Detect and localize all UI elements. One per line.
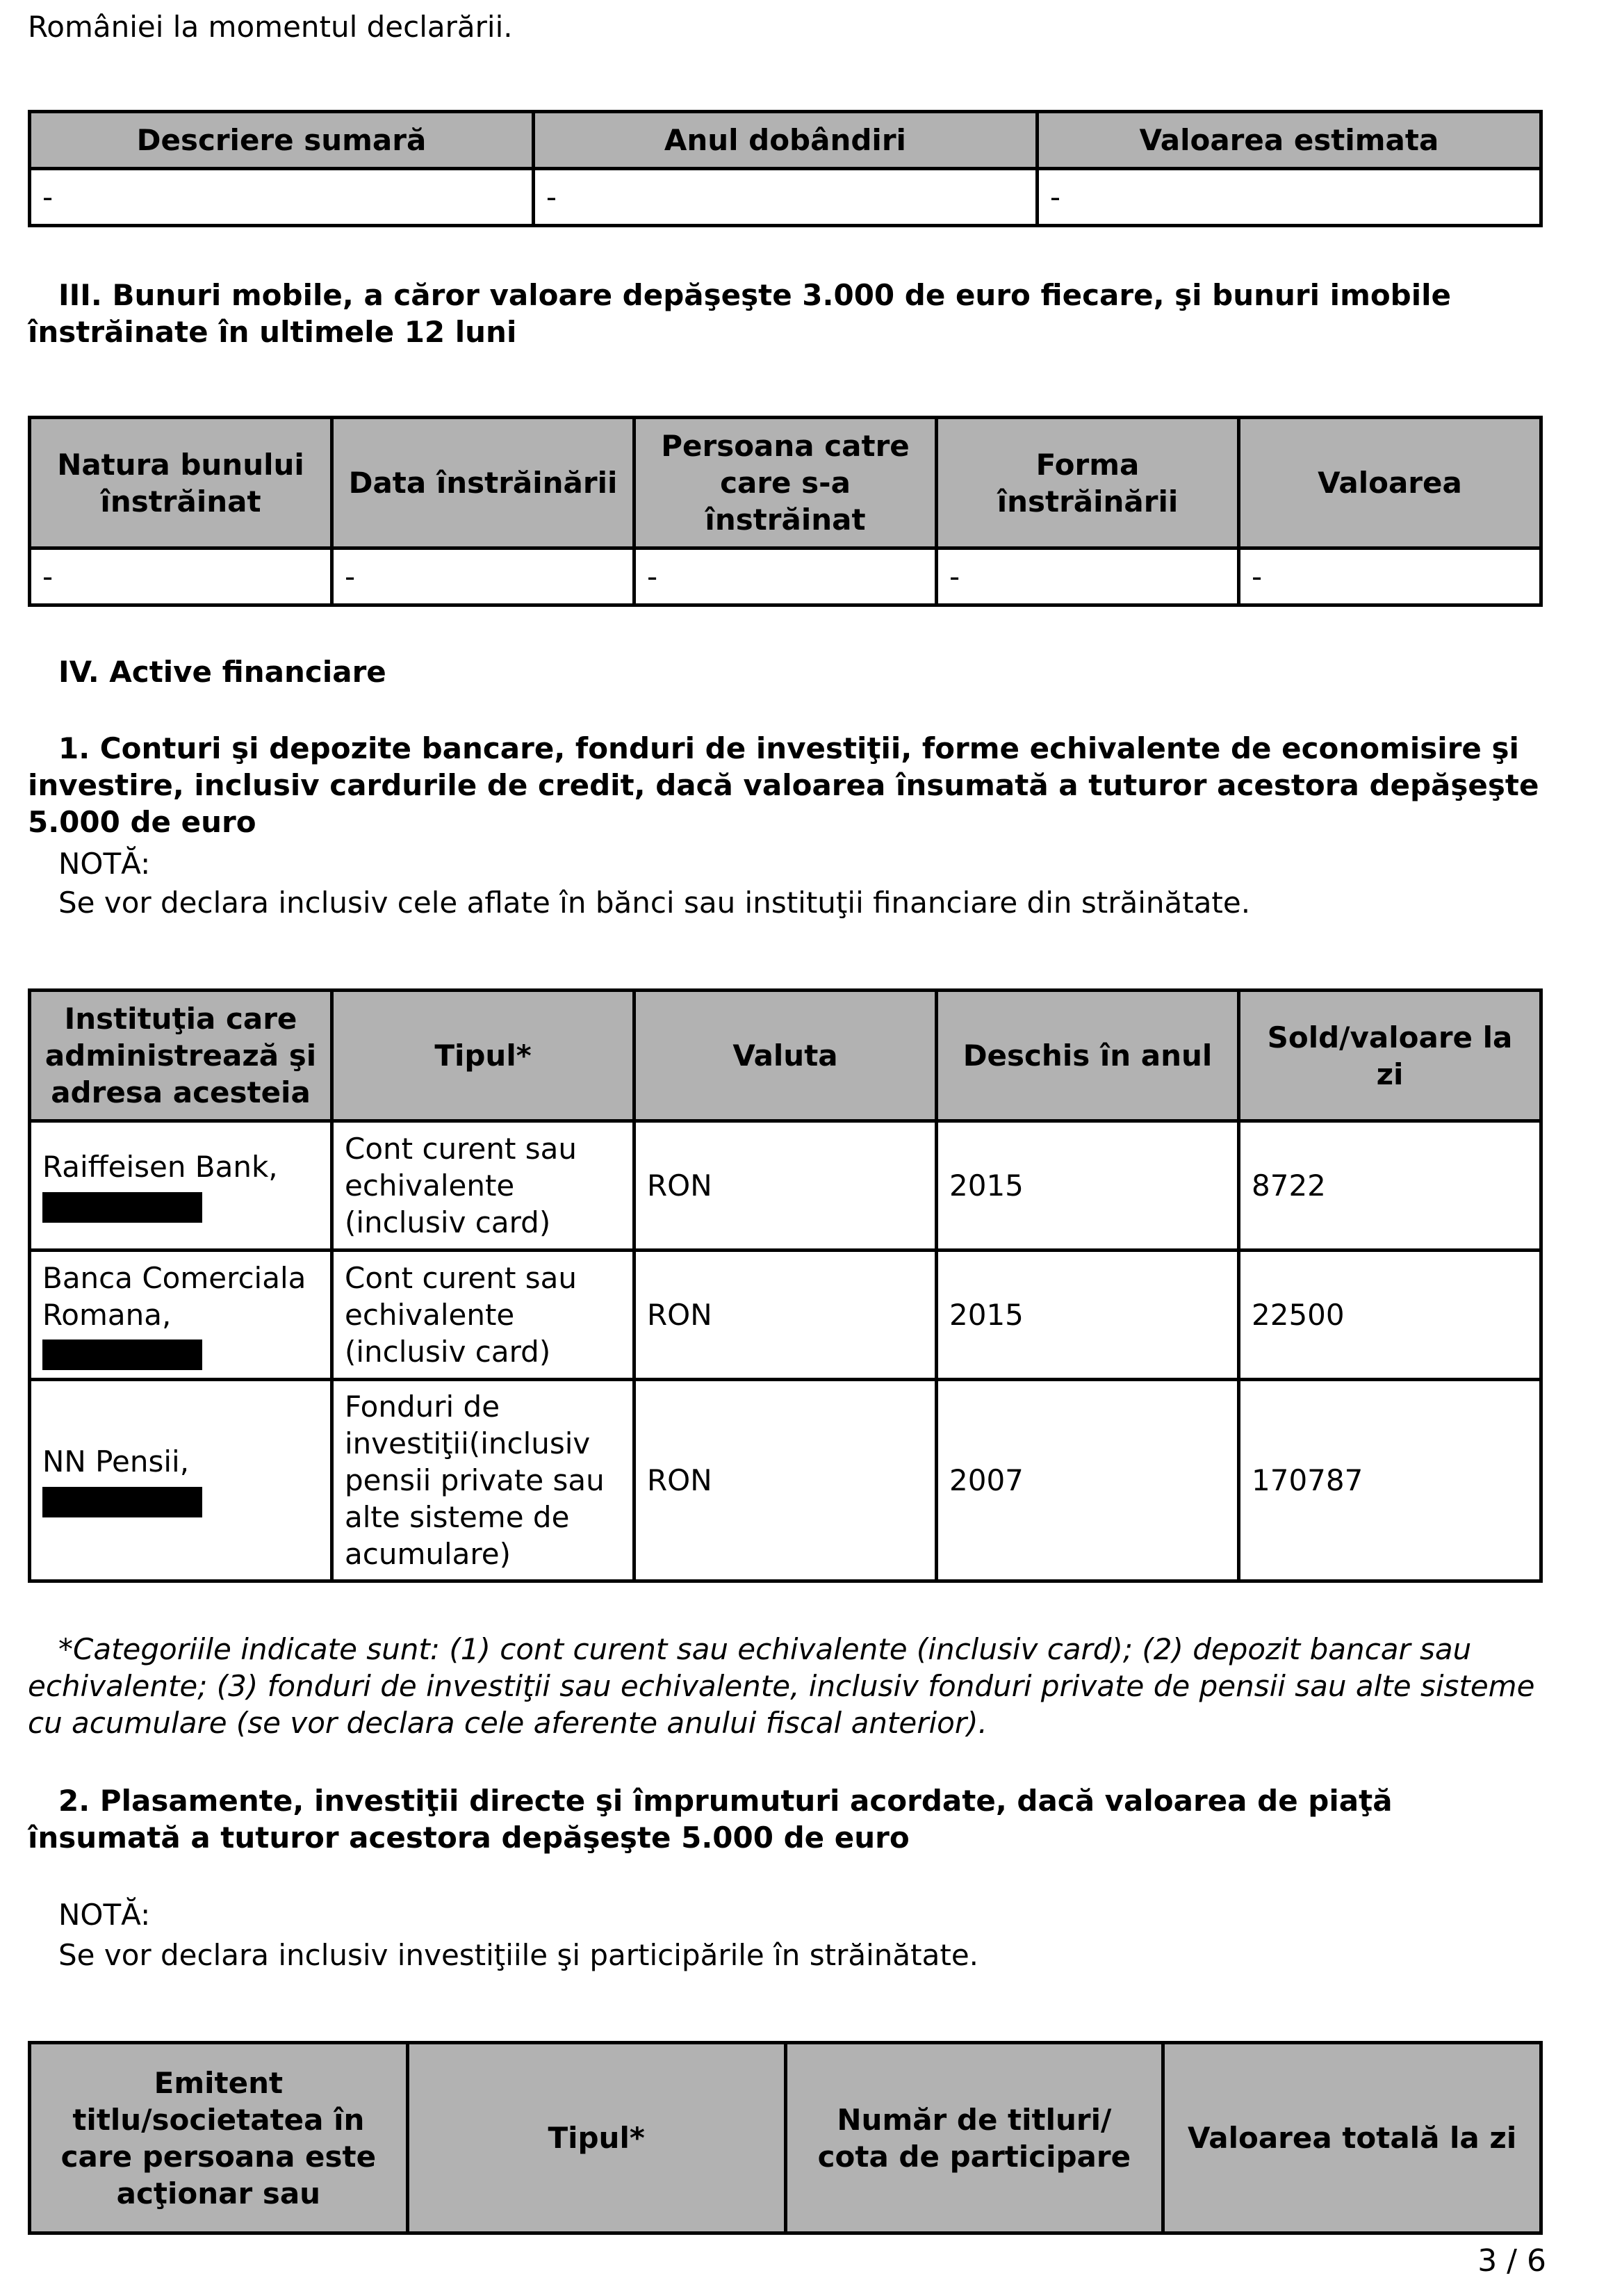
type-cell: Fonduri de investiţii(inclusiv pensii private sau alte sisteme de acumulare)	[332, 1380, 634, 1581]
table-header: Valoarea estimata	[1037, 112, 1541, 169]
subsection-heading: 2. Plasamente, investiţii directe şi împrumuturi acordate, dacă valoarea de piaţă însumată a tuturor acestora depăşeşte 5.000 de euro	[28, 1784, 1393, 1855]
subsection-heading: 1. Conturi şi depozite bancare, fonduri de investiţii, forme echivalente de economisire şi investire, inclusiv cardurile de credit, dacă valoarea însumată a tuturor acestora depăşeşte 5.000 de euro	[28, 731, 1539, 839]
table-previous-assets	[28, 110, 1543, 227]
table-investments	[28, 2041, 1543, 2235]
table-header: Data înstrăinării	[332, 418, 634, 548]
table-cell: -	[1239, 548, 1541, 605]
footnote: *Categoriile indicate sunt: (1) cont curent sau echivalente (inclusiv card); (2) depozit bancar sau echivalente; (3) fonduri de investiţii sau echivalente, inclusiv fonduri private de pensii sau alte sisteme cu acumulare (se vor declara cele aferente anului fiscal anterior).	[28, 1632, 1535, 1740]
table-bank-accounts	[28, 988, 1543, 1583]
table-header: Valoarea	[1239, 418, 1541, 548]
currency-cell: RON	[634, 1251, 937, 1380]
table-header: Anul dobândiri	[533, 112, 1037, 169]
institution-cell	[30, 1251, 332, 1380]
table-header: Instituţia care administrează şi adresa acesteia	[30, 991, 332, 1121]
table-row	[30, 1380, 1541, 1581]
balance-cell: 170787	[1239, 1380, 1541, 1581]
section-heading: IV. Active financiare	[58, 655, 386, 689]
table-cell: -	[30, 548, 332, 605]
table-cell: -	[533, 169, 1037, 226]
redaction-block	[42, 1487, 202, 1517]
table-header: Număr de titluri/ cota de participare	[785, 2043, 1163, 2233]
year-cell: 2015	[937, 1121, 1239, 1251]
table-header: Forma înstrăinării	[937, 418, 1239, 548]
type-cell: Cont curent sau echivalente (inclusiv card)	[332, 1251, 634, 1380]
note-label: NOTĂ:	[58, 1898, 151, 1932]
year-cell: 2007	[937, 1380, 1239, 1581]
table-cell: -	[634, 548, 937, 605]
intro-text: României la momentul declarării.	[28, 10, 513, 44]
balance-cell: 22500	[1239, 1251, 1541, 1380]
note-text: Se vor declara inclusiv cele aflate în bănci sau instituţii financiare din străinătate.	[58, 886, 1251, 920]
currency-cell: RON	[634, 1380, 937, 1581]
table-header: Persoana catre care s-a înstrăinat	[634, 418, 937, 548]
balance-cell: 8722	[1239, 1121, 1541, 1251]
year-cell: 2015	[937, 1251, 1239, 1380]
table-header: Emitent titlu/societatea în care persoana este acţionar sau	[30, 2043, 408, 2233]
institution-cell	[30, 1121, 332, 1251]
type-cell: Cont curent sau echivalente (inclusiv card)	[332, 1121, 634, 1251]
table-header: Sold/valoare la zi	[1239, 991, 1541, 1121]
institution-name: NN Pensii,	[42, 1444, 190, 1479]
table-header: Tipul*	[332, 991, 634, 1121]
page-number: 3 / 6	[1477, 2243, 1546, 2279]
institution-name: Banca Comerciala Romana,	[42, 1260, 306, 1332]
table-row	[30, 1251, 1541, 1380]
table-cell: -	[332, 548, 634, 605]
note-text: Se vor declara inclusiv investiţiile şi participările în străinătate.	[58, 1938, 979, 1972]
table-alienated-assets	[28, 416, 1543, 607]
table-cell: -	[1037, 169, 1541, 226]
institution-cell	[30, 1380, 332, 1581]
table-row	[30, 1121, 1541, 1251]
table-header: Tipul*	[407, 2043, 785, 2233]
currency-cell: RON	[634, 1121, 937, 1251]
institution-name: Raiffeisen Bank,	[42, 1150, 278, 1184]
redaction-block	[42, 1192, 202, 1223]
table-cell: -	[937, 548, 1239, 605]
table-header: Valoarea totală la zi	[1163, 2043, 1541, 2233]
note-label: NOTĂ:	[58, 847, 151, 881]
table-row	[30, 169, 1541, 226]
redaction-block	[42, 1340, 202, 1370]
table-header: Deschis în anul	[937, 991, 1239, 1121]
section-heading: III. Bunuri mobile, a căror valoare depăşeşte 3.000 de euro fiecare, şi bunuri imobile înstrăinate în ultimele 12 luni	[28, 278, 1452, 349]
table-header: Valuta	[634, 991, 937, 1121]
table-cell: -	[30, 169, 534, 226]
table-header: Descriere sumară	[30, 112, 534, 169]
table-header: Natura bunului înstrăinat	[30, 418, 332, 548]
table-row	[30, 548, 1541, 605]
